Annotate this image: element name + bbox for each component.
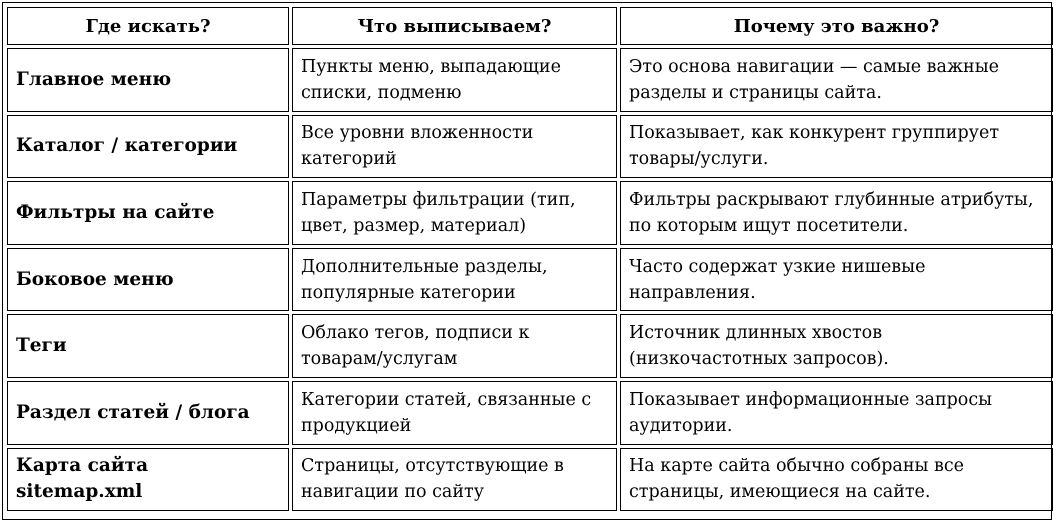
cell-why: На карте сайта обычно собраны все страницы, имеющиеся на сайте. <box>620 448 1053 512</box>
cell-why: Показывает информационные запросы аудитории. <box>620 381 1053 445</box>
cell-what: Пункты меню, выпадающие списки, подменю <box>292 48 617 112</box>
cell-why: Часто содержат узкие нишевые направления. <box>620 248 1053 312</box>
cell-where: Теги <box>7 314 289 378</box>
cell-where: Фильтры на сайте <box>7 181 289 245</box>
table-row <box>7 48 1053 112</box>
competitor-structure-table <box>4 4 1054 514</box>
cell-what: Страницы, отсутствующие в навигации по сайту <box>292 448 617 512</box>
table-row <box>7 448 1053 512</box>
cell-why: Это основа навигации — самые важные разделы и страницы сайта. <box>620 48 1053 112</box>
cell-where: Раздел статей / блога <box>7 381 289 445</box>
table-row <box>7 314 1053 378</box>
cell-why: Фильтры раскрывают глубинные атрибуты, по которым ищут посетители. <box>620 181 1053 245</box>
cell-why: Источник длинных хвостов (низкочастотных запросов). <box>620 314 1053 378</box>
header-where: Где искать? <box>7 7 289 45</box>
cell-where: Главное меню <box>7 48 289 112</box>
cell-what: Все уровни вложенности категорий <box>292 115 617 179</box>
table-row <box>7 248 1053 312</box>
table-row <box>7 381 1053 445</box>
cell-where: Боковое меню <box>7 248 289 312</box>
table-header-row <box>7 7 1053 45</box>
cell-why: Показывает, как конкурент группирует товары/услуги. <box>620 115 1053 179</box>
cell-what: Облако тегов, подписи к товарам/услугам <box>292 314 617 378</box>
cell-what: Категории статей, связанные с продукцией <box>292 381 617 445</box>
header-why: Почему это важно? <box>620 7 1053 45</box>
cell-where: Каталог / категории <box>7 115 289 179</box>
table-row <box>7 181 1053 245</box>
cell-what: Параметры фильтрации (тип, цвет, размер, материал) <box>292 181 617 245</box>
cell-where: Карта сайта sitemap.xml <box>7 448 289 512</box>
cell-what: Дополнительные разделы, популярные категории <box>292 248 617 312</box>
table-row <box>7 115 1053 179</box>
header-what: Что выписываем? <box>292 7 617 45</box>
